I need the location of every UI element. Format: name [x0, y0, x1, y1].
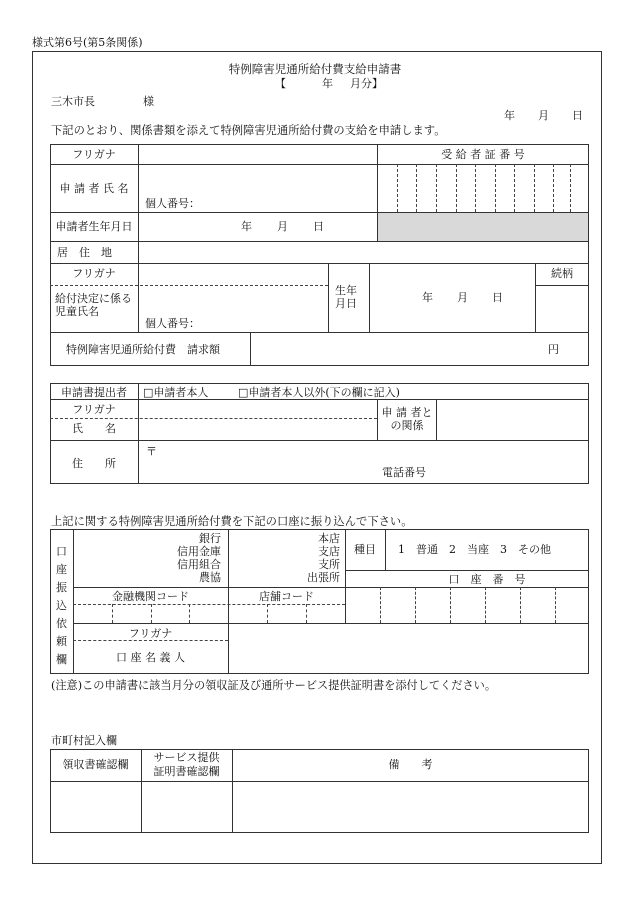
institution-type-shinkin: 信用金庫 [177, 545, 221, 558]
submitter-option-other[interactable]: □申請者本人以外(下の欄に記入) [238, 386, 400, 399]
intro-text: 下記のとおり、関係書類を添えて特例障害児通所給付費の支給を申請します。 [51, 124, 446, 137]
claim-label: 特例障害児通所給付費 請求額 [66, 343, 220, 356]
month-open: 【 [275, 77, 286, 90]
child-name-label: 給付決定に係る児童氏名 [55, 292, 132, 318]
claim-unit: 円 [548, 343, 559, 356]
applicant-personal-number-label: 個人番号： [145, 197, 200, 210]
postal-mark: 〒 [146, 445, 157, 458]
child-birth-month: 月 [457, 291, 468, 304]
bank-side-label-6: 頼 [56, 635, 67, 648]
service-check-label-2: 証明書確認欄 [153, 765, 220, 778]
form-number: 様式第6号(第5条関係) [32, 36, 143, 49]
applicant-furigana-label: フリガナ [72, 148, 116, 161]
applicant-birth-day: 日 [313, 220, 324, 233]
bank-intro: 上記に関する特例障害児通所給付費を下記の口座に振り込んで下さい。 [51, 515, 413, 528]
applicant-birth-month: 月 [277, 220, 288, 233]
submitter-address-label: 住 所 [72, 457, 116, 470]
child-birth-label: 生年月日 [335, 284, 357, 310]
recipient-number-label: 受 給 者 証 番 号 [441, 148, 525, 161]
service-check-label-1: サービス提供 [153, 751, 220, 764]
branch-type-branch: 支店 [318, 545, 340, 558]
child-birth-year: 年 [422, 291, 433, 304]
date-day: 日 [572, 109, 583, 122]
bank-side-label-7: 欄 [56, 653, 67, 666]
account-type-options: 1 普通 2 当座 3 その他 [398, 543, 551, 556]
bank-side-label-3: 振 [56, 581, 67, 594]
branch-type-main: 本店 [318, 532, 340, 545]
date-year: 年 [504, 109, 515, 122]
institution-code-label: 金融機関コード [112, 590, 189, 603]
submitter-name-label: 氏 名 [72, 422, 116, 435]
remarks-label: 備 考 [388, 758, 433, 771]
addressee-honorific: 様 [143, 95, 154, 108]
branch-type-office: 出張所 [307, 571, 340, 584]
submitter-relation-label: 申 請 者との関係 [381, 406, 433, 432]
bank-side-label-2: 座 [56, 563, 67, 576]
applicant-birth-label: 申請者生年月日 [55, 220, 133, 233]
institution-type-bank: 銀行 [199, 532, 221, 545]
holder-furigana-label: フリガナ [128, 627, 173, 640]
institution-type-nokyo: 農協 [199, 571, 221, 584]
bank-side-label-5: 依 [56, 617, 67, 630]
child-furigana-label: フリガナ [72, 267, 116, 280]
child-relation-label: 続柄 [551, 267, 573, 280]
applicant-address-label: 居 住 地 [57, 246, 112, 259]
municipal-heading: 市町村記入欄 [51, 734, 117, 747]
institution-type-kumiai: 信用組合 [177, 558, 221, 571]
branch-code-label: 店舗コード [259, 590, 314, 603]
form-title: 特例障害児通所給付費支給申請書 [228, 62, 402, 76]
submitter-option-self[interactable]: □申請者本人 [143, 386, 209, 399]
child-birth-day: 日 [492, 291, 503, 304]
account-number-label: 口 座 番 号 [448, 573, 526, 586]
submitter-label: 申請書提出者 [61, 386, 127, 399]
applicant-name-label: 申 請 者 氏 名 [59, 182, 129, 195]
bank-side-label-1: 口 [56, 545, 67, 558]
addressee-name: 三木市長 [51, 95, 95, 108]
date-month: 月 [538, 109, 549, 122]
applicant-birth-year: 年 [241, 220, 252, 233]
bank-side-label-4: 込 [56, 599, 67, 612]
submitter-phone-label: 電話番号 [382, 466, 426, 479]
child-personal-number-label: 個人番号： [145, 317, 200, 330]
receipt-check-label: 領収書確認欄 [62, 758, 129, 771]
month-year: 年 [322, 77, 333, 90]
submitter-furigana-label: フリガナ [72, 403, 116, 416]
branch-type-sub: 支所 [318, 558, 340, 571]
notice-text: (注意)この申請書に該当月分の領収証及び通所サービス提供証明書を添付してください。 [51, 679, 497, 692]
account-holder-label: 口 座 名 義 人 [116, 651, 185, 664]
account-type-label: 種目 [354, 543, 376, 556]
month-month: 月分】 [350, 77, 383, 90]
